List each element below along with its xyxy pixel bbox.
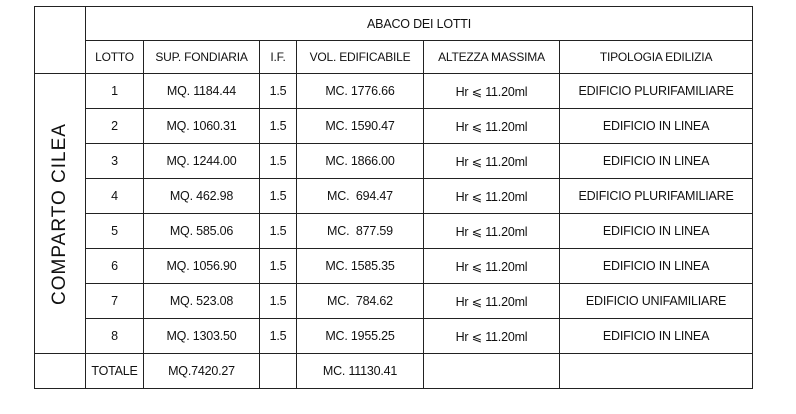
section-label-cell xyxy=(35,74,86,354)
table-title: ABACO DEI LOTTI xyxy=(86,7,753,41)
total-label: TOTALE xyxy=(86,354,144,389)
cell-lotto: 7 xyxy=(86,284,144,319)
cell-vol: MC. 1776.66 xyxy=(297,74,424,109)
cell-lotto: 1 xyxy=(86,74,144,109)
cell-lotto: 5 xyxy=(86,214,144,249)
cell-tipologia: EDIFICIO IN LINEA xyxy=(560,144,753,179)
cell-vol: MC. 877.59 xyxy=(297,214,424,249)
total-altezza-cell xyxy=(424,354,560,389)
cell-sup: MQ. 523.08 xyxy=(144,284,260,319)
table-row xyxy=(35,214,753,249)
cell-vol: MC. 1585.35 xyxy=(297,249,424,284)
cell-if: 1.5 xyxy=(260,109,297,144)
cell-sup: MQ. 1244.00 xyxy=(144,144,260,179)
table-row xyxy=(35,284,753,319)
cell-vol: MC. 784.62 xyxy=(297,284,424,319)
header-if: I.F. xyxy=(260,41,297,74)
section-label: COMPARTO CILEA xyxy=(49,122,70,305)
cell-lotto: 2 xyxy=(86,109,144,144)
lots-table-sheet xyxy=(34,6,752,384)
cell-vol: MC. 694.47 xyxy=(297,179,424,214)
cell-vol: MC. 1866.00 xyxy=(297,144,424,179)
cell-if: 1.5 xyxy=(260,214,297,249)
header-vol-edificabile: VOL. EDIFICABILE xyxy=(297,41,424,74)
total-tipologia-cell xyxy=(560,354,753,389)
cell-vol: MC. 1590.47 xyxy=(297,109,424,144)
cell-vol: MC. 1955.25 xyxy=(297,319,424,354)
table-row xyxy=(35,74,753,109)
table-row xyxy=(35,179,753,214)
cell-sup: MQ. 1303.50 xyxy=(144,319,260,354)
cell-tipologia: EDIFICIO IN LINEA xyxy=(560,249,753,284)
header-lotto: LOTTO xyxy=(86,41,144,74)
lots-table xyxy=(34,6,753,389)
total-sup: MQ.7420.27 xyxy=(144,354,260,389)
cell-lotto: 4 xyxy=(86,179,144,214)
cell-if: 1.5 xyxy=(260,74,297,109)
cell-sup: MQ. 585.06 xyxy=(144,214,260,249)
table-row xyxy=(35,144,753,179)
cell-altezza: Hr ⩽ 11.20ml xyxy=(424,249,560,284)
cell-altezza: Hr ⩽ 11.20ml xyxy=(424,179,560,214)
title-row xyxy=(35,7,753,41)
cell-tipologia: EDIFICIO IN LINEA xyxy=(560,214,753,249)
cell-sup: MQ. 1184.44 xyxy=(144,74,260,109)
header-sup-fondiaria: SUP. FONDIARIA xyxy=(144,41,260,74)
cell-if: 1.5 xyxy=(260,319,297,354)
cell-sup: MQ. 462.98 xyxy=(144,179,260,214)
cell-if: 1.5 xyxy=(260,144,297,179)
total-if-cell xyxy=(260,354,297,389)
cell-altezza: Hr ⩽ 11.20ml xyxy=(424,214,560,249)
cell-tipologia: EDIFICIO IN LINEA xyxy=(560,319,753,354)
total-row xyxy=(35,354,753,389)
cell-altezza: Hr ⩽ 11.20ml xyxy=(424,74,560,109)
total-side-cell xyxy=(35,354,86,389)
cell-tipologia: EDIFICIO UNIFAMILIARE xyxy=(560,284,753,319)
table-row xyxy=(35,319,753,354)
cell-tipologia: EDIFICIO IN LINEA xyxy=(560,109,753,144)
cell-tipologia: EDIFICIO PLURIFAMILIARE xyxy=(560,179,753,214)
header-altezza-massima: ALTEZZA MASSIMA xyxy=(424,41,560,74)
cell-if: 1.5 xyxy=(260,249,297,284)
cell-if: 1.5 xyxy=(260,179,297,214)
total-vol: MC. 11130.41 xyxy=(297,354,424,389)
cell-lotto: 3 xyxy=(86,144,144,179)
cell-altezza: Hr ⩽ 11.20ml xyxy=(424,284,560,319)
cell-if: 1.5 xyxy=(260,284,297,319)
header-tipologia-edilizia: TIPOLOGIA EDILIZIA xyxy=(560,41,753,74)
corner-cell xyxy=(35,7,86,74)
header-row xyxy=(35,41,753,74)
cell-altezza: Hr ⩽ 11.20ml xyxy=(424,109,560,144)
cell-lotto: 6 xyxy=(86,249,144,284)
cell-altezza: Hr ⩽ 11.20ml xyxy=(424,319,560,354)
cell-lotto: 8 xyxy=(86,319,144,354)
cell-sup: MQ. 1060.31 xyxy=(144,109,260,144)
table-row xyxy=(35,249,753,284)
table-row xyxy=(35,109,753,144)
cell-sup: MQ. 1056.90 xyxy=(144,249,260,284)
cell-tipologia: EDIFICIO PLURIFAMILIARE xyxy=(560,74,753,109)
cell-altezza: Hr ⩽ 11.20ml xyxy=(424,144,560,179)
